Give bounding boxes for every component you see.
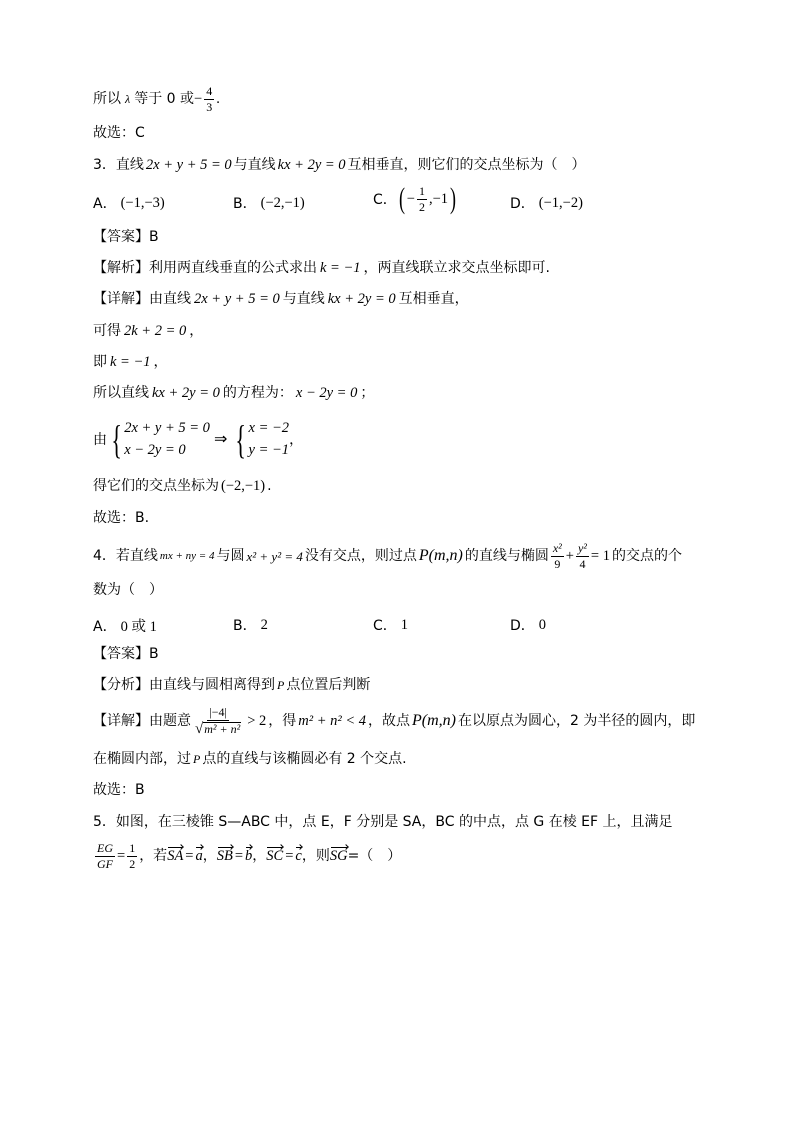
implies-arrow: ⇒ [213,430,228,448]
vector-sb: SB [216,847,233,864]
text: 等于 0 或 [134,91,195,108]
question-3-stem: 3．直线 2x + y + 5 = 0 与直线 kx + 2y = 0 互相垂直，则它们的交点坐标为（ ） [93,157,586,174]
vector-a: a [195,847,203,864]
fraction: $\frac{\text{y²}}{4}$ [577,541,587,571]
equation-system: { 2x + y + 5 = 0 x − 2y = 0 [111,416,210,462]
conclusion-line: 所以 λ 等于 0 或 − $\frac{4}{3}$ . [93,84,220,114]
square-root: √ m² + n² [195,720,241,737]
step-2: 即 k = −1 ， [93,354,168,371]
option-c: C． 1 [373,616,409,634]
fraction: $\frac{1}{2}$ [418,183,425,214]
option-d: D． (−1,−2) [510,194,583,212]
fraction: $\frac{\text{x²}}{9}$ [552,541,562,571]
option-d: D． 0 [510,616,547,634]
text: 所以 [93,91,121,108]
choose-3: 故选：B. [93,510,150,526]
analysis-4: 【分析】 由直线与圆相离得到 P 点位置后判断 [93,677,371,693]
detail-4-line-2: 在椭圆内部，过 P 点的直线与该椭圆必有 2 个交点. [93,751,407,767]
solution-system: { x = −2 y = −1 [235,416,290,462]
question-5-stem: 5．如图，在三棱锥 S—ABC 中，点 E，F 分别是 SA，BC 的中点，点 G 在棱 EF 上，且满足 [93,814,673,830]
vector-sc: SC [266,847,284,864]
question-5-stem-2: $\frac{EG}{GF}$ = $\frac{1}{2}$ ，若 SA = a ， SB = b ， SC = c ，则 SG =（ ） [97,841,402,871]
step-3: 所以直线 kx + 2y = 0 的方程为： x − 2y = 0 ； [93,385,375,402]
detail-3: 【详解】 由直线 2x + y + 5 = 0 与直线 kx + 2y = 0 互相垂直， [93,291,469,308]
step-4-system: 由 { 2x + y + 5 = 0 x − 2y = 0 ⇒ { x = −2 y = −1 ， [93,416,304,462]
answer-3: 【答案】B [93,229,159,245]
step-1: 可得 2k + 2 = 0 ， [93,323,204,340]
equation: kx + 2y = 0 [277,157,346,173]
choose-4: 故选：B [93,782,145,798]
vector-sg: SG [329,847,348,864]
minus-sign: − [194,90,203,107]
option-a: A． (−1,−3) [93,194,165,212]
brace: { [235,416,247,462]
vector-sa: SA [167,847,184,864]
option-b: B． 2 [233,616,268,634]
answer-4: 【答案】B [93,646,159,662]
fraction: $\frac{1}{2}$ [129,841,136,871]
detail-4: 【详解】 由题意 |−4| √ m² + n² > 2 ，得 m² + n² < 4 ，故点 P(m,n) 在以原点为圆心，2 为半径的圆内，即 [93,705,696,737]
question-4-stem-2: 数为（ ） [93,582,163,598]
right-paren: ) [450,182,457,215]
fraction: $\frac{4}{3}$ [206,84,213,114]
vector-b: b [245,847,253,864]
analysis-3: 【解析】 利用两直线垂直的公式求出 k = −1 ，两直线联立求交点坐标即可. [93,260,550,277]
option-b: B． (−2,−1) [233,194,305,212]
option-c: C． ( − $\frac{1}{2}$ ,−1 ) [373,182,457,215]
fraction: |−4| √ m² + n² [195,705,241,737]
brace: { [111,416,122,462]
choose-line: 故选：C [93,125,145,141]
question-4-stem: 4．若直线 mx + ny = 4 与圆 x² + y² = 4 没有交点，则过点 P(m,n) 的直线与椭圆 $\frac{\text{x²}}{9}$ + $\frac{\text{y²}}{4}$ = 1 的交点的个 [93,541,682,571]
left-paren: ( [398,182,405,215]
lambda-symbol: λ [125,92,131,107]
fraction: $\frac{EG}{GF}$ [97,841,113,871]
equation: 2x + y + 5 = 0 [145,157,232,173]
vector-c: c [295,847,302,864]
step-5: 得它们的交点坐标为 (−2,−1) . [93,478,272,495]
option-a: A． 0 或 1 [93,618,157,635]
